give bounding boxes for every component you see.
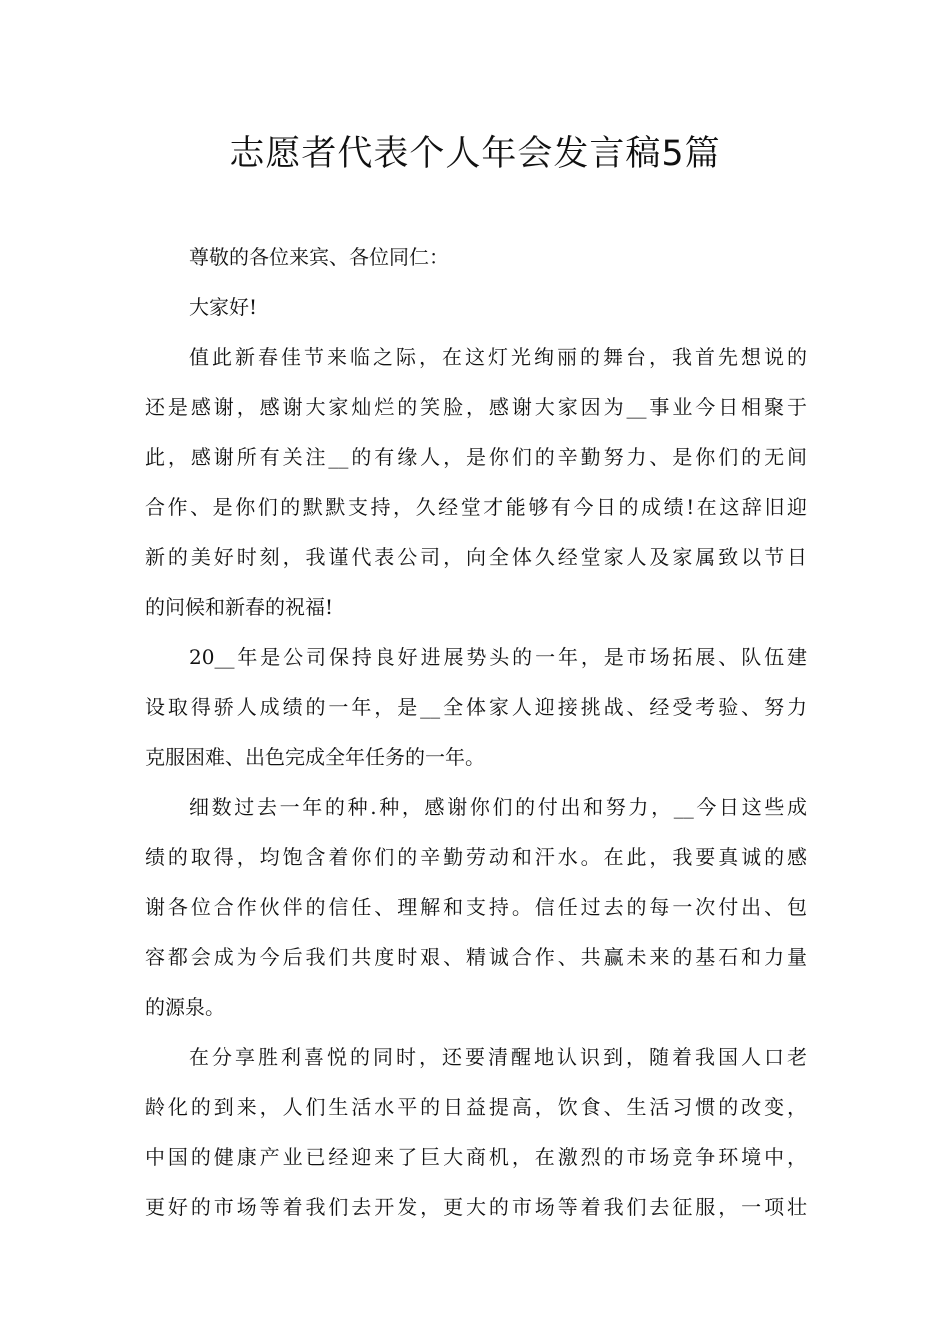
paragraph-line: 更好的市场等着我们去开发，更大的市场等着我们去征服，一项壮 xyxy=(145,1195,807,1219)
paragraph-line: 细数过去一年的种.种，感谢你们的付出和努力，__今日这些成 xyxy=(189,795,807,819)
paragraph-line: 还是感谢，感谢大家灿烂的笑脸，感谢大家因为__事业今日相聚于 xyxy=(145,395,807,419)
paragraph-line: 20__年是公司保持良好进展势头的一年，是市场拓展、队伍建 xyxy=(189,645,807,669)
paragraph-line: 龄化的到来，人们生活水平的日益提高，饮食、生活习惯的改变， xyxy=(145,1095,807,1119)
paragraph-line: 绩的取得，均饱含着你们的辛勤劳动和汗水。在此，我要真诚的感 xyxy=(145,845,807,869)
greeting-line: 大家好! xyxy=(189,295,258,319)
paragraph-line: 设取得骄人成绩的一年，是__全体家人迎接挑战、经受考验、努力 xyxy=(145,695,807,719)
paragraph-line: 值此新春佳节来临之际，在这灯光绚丽的舞台，我首先想说的 xyxy=(189,345,807,369)
paragraph-line: 谢各位合作伙伴的信任、理解和支持。信任过去的每一次付出、包 xyxy=(145,895,807,919)
salutation-line: 尊敬的各位来宾、各位同仁： xyxy=(189,245,449,269)
paragraph-line: 克服困难、出色完成全年任务的一年。 xyxy=(145,745,485,769)
paragraph-line: 的问候和新春的祝福! xyxy=(145,595,334,619)
document-title: 志愿者代表个人年会发言稿5篇 xyxy=(229,134,721,174)
paragraph-line: 新的美好时刻，我谨代表公司，向全体久经堂家人及家属致以节日 xyxy=(145,545,807,569)
paragraph-line: 容都会成为今后我们共度时艰、精诚合作、共赢未来的基石和力量 xyxy=(145,945,807,969)
paragraph-line: 合作、是你们的默默支持，久经堂才能够有今日的成绩!在这辞旧迎 xyxy=(145,495,807,519)
document-body xyxy=(145,232,807,1232)
paragraph-line: 的源泉。 xyxy=(145,995,225,1019)
paragraph-line: 此，感谢所有关注__的有缘人，是你们的辛勤努力、是你们的无间 xyxy=(145,445,807,469)
paragraph-line: 中国的健康产业已经迎来了巨大商机，在激烈的市场竞争环境中， xyxy=(145,1145,807,1169)
paragraph-line: 在分享胜利喜悦的同时，还要清醒地认识到，随着我国人口老 xyxy=(189,1045,807,1069)
